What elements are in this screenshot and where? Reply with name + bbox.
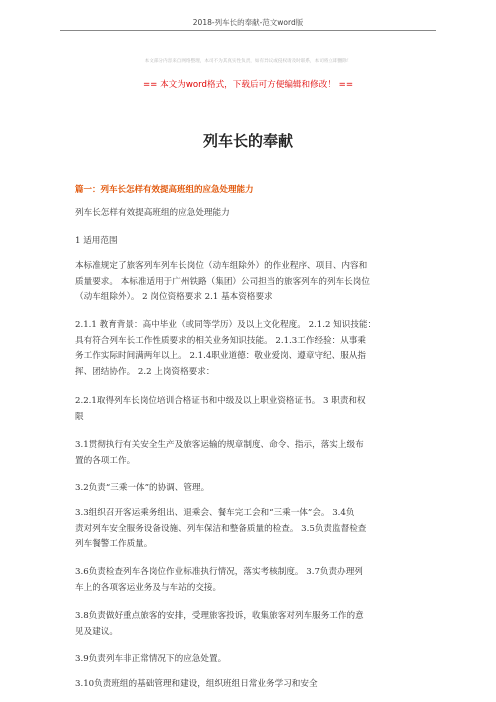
paragraph-line: 3.1贯彻执行有关安全生产及旅客运输的规章制度、命令、指示，落实上级布 — [75, 440, 364, 450]
paragraph-line: 3.8负责做好重点旅客的安排，受理旅客投诉，收集旅客对列车服务工作的意 — [75, 611, 364, 621]
paragraph-line: 车上的各项客运业务及与车站的交接。 — [75, 582, 222, 593]
paragraph — [75, 438, 425, 469]
document-title: 列车长的奉献 — [202, 132, 293, 150]
paragraph-line: 列车餐警工作质量。 — [75, 539, 153, 549]
paragraph-line: 限 — [75, 411, 84, 422]
page-header-title: 2018-列车长的奉献-范文word版 — [192, 18, 304, 27]
paragraph — [75, 506, 425, 553]
paragraph-line: 2.1.1 教育背景：高中毕业（或同等学历）及以上文化程度。 2.1.2 知识技能： — [75, 320, 377, 330]
word-format-notice: == 本文为word格式，下载后可方便编辑和修改！ == — [142, 80, 354, 90]
paragraph-line: 3.10负责班组的基础管理和建设，组织班组日常业务学习和安全 — [75, 679, 318, 689]
paragraph — [75, 318, 425, 380]
paragraph — [75, 609, 425, 640]
paragraph-line: 3.9负责列车非正常情况下的应急处置。 — [75, 654, 227, 664]
paragraph-line: 3.6负责检查列车各岗位作业标准执行情况，落实考核制度。 3.7负责办理列 — [75, 567, 363, 577]
paragraph-line: 责对列车安全服务设备设施、列车保洁和整备质量的检查。 3.5负责监督检查 — [75, 523, 367, 534]
paragraph-line: 挥、团结协作。 2.2 上岗资格要求： — [75, 366, 215, 377]
paragraph-line: 务工作实际时间满两年以上。 2.1.4职业道德：敬业爱岗、遵章守纪、服从指 — [75, 351, 367, 361]
paragraph-line: 见及建议。 — [75, 626, 118, 637]
paragraph — [75, 652, 425, 668]
paragraph — [75, 259, 425, 306]
paragraph-line: 置的各项工作。 — [75, 455, 136, 466]
paragraph — [75, 677, 425, 693]
section-heading: 篇一：列车长怎样有效提高班组的应急处理能力 — [75, 185, 254, 195]
paragraph-line: 列车长怎样有效提高班组的应急处理能力 — [75, 208, 230, 218]
paragraph — [75, 565, 425, 596]
paragraph-line: 具有符合列车长工作性质要求的相关业务知识技能。 2.1.3工作经验：从事乘 — [75, 335, 367, 346]
paragraph — [75, 481, 425, 497]
paragraph-line: 质量要求。 本标准适用于广州铁路（集团）公司担当的旅客列车的列车长岗位 — [75, 276, 370, 287]
paragraph-line: 本标准规定了旅客列车列车长岗位（动车组除外）的作业程序、项目、内容和 — [75, 261, 368, 271]
disclaimer-text: 本文部分内容来自网络整理，本司不为其真实性负责，如有异议或侵权请及时联系，本司将立即删除！ — [144, 59, 352, 64]
paragraph-line: （动车组除外）。 2 岗位资格要求 2.1 基本资格要求 — [75, 292, 273, 302]
paragraph-line: 1 适用范围 — [75, 236, 118, 246]
paragraph — [75, 394, 425, 425]
header-divider — [60, 30, 436, 31]
paragraph — [75, 206, 425, 222]
paragraph-line: 3.3组织召开客运乘务组出、退乘会、餐车完工会和“三乘一体”会。 3.4负 — [75, 508, 355, 518]
paragraph-line: 2.2.1取得列车长岗位培训合格证书和中级及以上职业资格证书。 3 职责和权 — [75, 396, 366, 406]
paragraph — [75, 234, 425, 250]
paragraph-line: 3.2负责“三乘一体”的协调、管理。 — [75, 483, 210, 493]
